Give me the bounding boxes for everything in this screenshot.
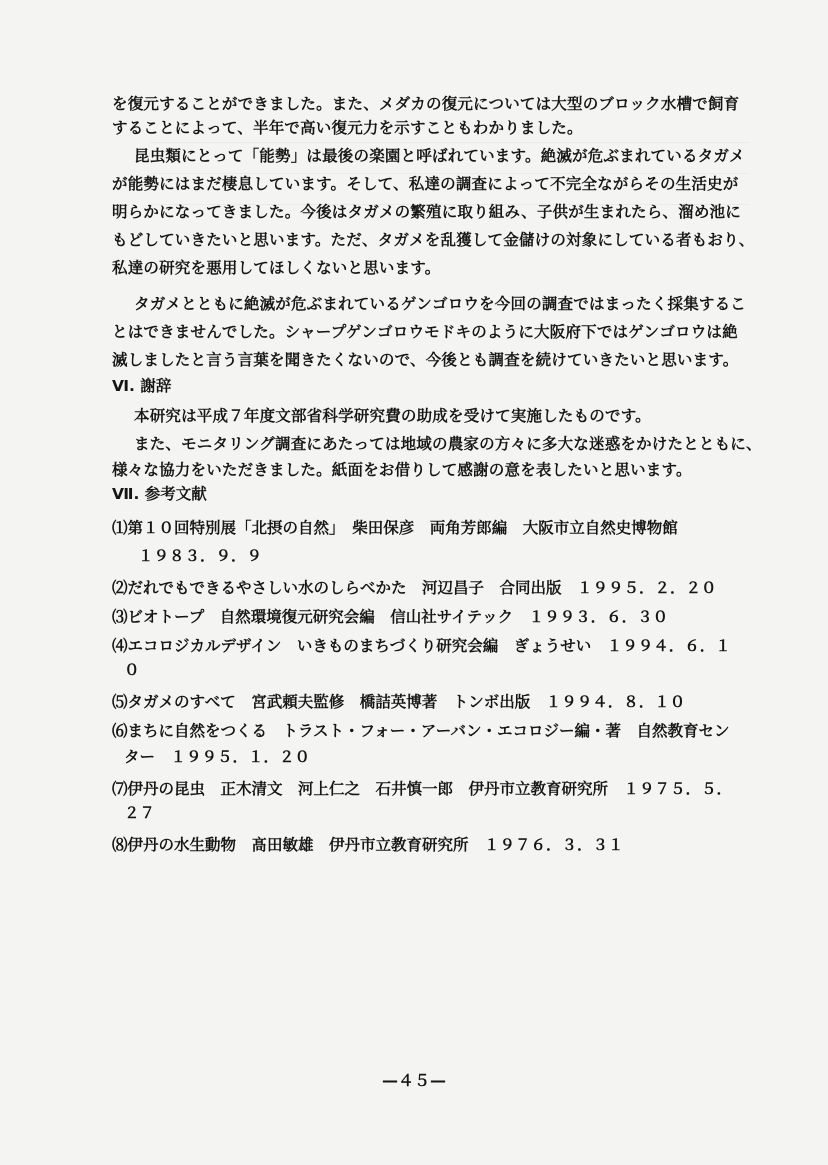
text-line: 昆虫類にとって「能勢」は最後の楽園と呼ばれています。絶滅が危ぶまれているタガメ [134,147,745,165]
text-line: が能勢にはまだ棲息しています。そして、私達の調査によって不完全ながらその生活史が [112,175,739,193]
text-line: 明らかになってきました。今後はタガメの繁殖に取り組み、子供が生まれたら、溜め池に [112,203,741,221]
reference-line: ⑻伊丹の水生動物 髙田敏雄 伊丹市立教育研究所 １９７６．３．３１ [112,836,624,854]
text-line: 滅しましたと言う言葉を聞きたくないので、今後とも調査を続けていきたいと思います。 [112,351,739,369]
text-line: もどしていきたいと思います。ただ、タガメを乱獲して金儲けの対象にしている者もおり、 [112,231,755,249]
paragraph-2 [112,144,755,280]
text-line: とはできませんでした。シャープゲンゴロウモドキのように大阪府下ではゲンゴロウは絶 [112,323,738,341]
text-line: 本研究は平成７年度文部省科学研究費の助成を受けて実施したものです。 [134,407,651,425]
text-line: 様々な協力をいただきました。紙面をお借りして感謝の意を表したいと思います。 [112,461,692,479]
reference-item [112,516,742,568]
paragraph-1 [112,92,742,140]
reference-item [112,690,742,714]
reference-line-continued: ０ [124,661,140,679]
reference-line-continued: ター １９９５．１．２０ [124,748,311,766]
main-text [112,92,762,857]
reference-line-continued: １９８３．９．９ [138,547,263,565]
reference-item [112,576,742,600]
reference-line: ⑺伊丹の昆虫 正木清文 河上仁之 石井慎一郎 伊丹市立教育研究所 １９７５．５． [112,780,733,798]
reference-line: ⑴第１０回特別展「北摂の自然」 柴田保彦 両角芳郎編 大阪市立自然史博物館 [112,519,678,537]
acknowledgement-heading: Ⅵ. 謝辞 [112,377,172,395]
reference-line: ⑵だれでもできるやさしい水のしらべかた 河辺昌子 合同出版 １９９５．２．２０ [112,579,717,597]
text-line: を復元することができました。また、メダカの復元については大型のブロック水槽で飼育 [112,95,740,113]
reference-line-continued: ２７ [124,804,156,822]
references-heading: Ⅶ. 参考文献 [112,485,207,503]
text-line: また、モニタリング調査にあたっては地域の農家の方々に多大な迷惑をかけたとともに、 [134,435,762,453]
text-line: することによって、半年で高い復元力を示すこともわかりました。 [112,119,583,137]
reference-list [112,516,742,857]
paragraph-3 [112,292,746,372]
acknowledgement-text [112,404,762,482]
reference-item [112,605,742,629]
reference-line: ⑹まちに自然をつくる トラスト・フォー・アーバン・エコロジー編・著 自然教育セン [112,722,730,740]
text-line: タガメとともに絶滅が危ぶまれているゲンゴロウを今回の調査ではまったく採集するこ [134,295,746,313]
reference-line: ⑶ビオトープ 自然環境復元研究会編 信山社サイテック １９９３．６．３０ [112,608,669,626]
reference-item [112,777,742,825]
reference-line: ⑷エコロジカルデザイン いきものまちづくり研究会編 ぎょうせい １９９４．６．１ [112,637,731,655]
page-number: —４５— [381,1071,446,1090]
reference-item [112,719,742,769]
text-line: 私達の研究を悪用してほしくないと思います。 [112,259,441,277]
reference-item [112,634,742,682]
reference-item [112,833,742,857]
reference-line: ⑸タガメのすべて 宮武頼夫監修 橋詰英博著 トンボ出版 １９９４．８．１０ [112,693,686,711]
